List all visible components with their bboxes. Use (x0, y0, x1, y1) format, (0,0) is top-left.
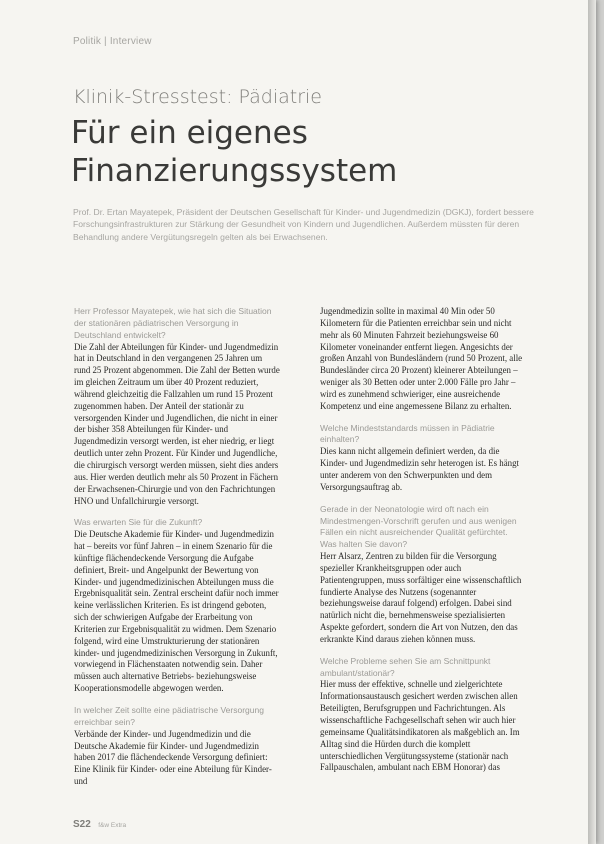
qa-block (74, 517, 280, 695)
headline (71, 114, 541, 190)
answer: Verbände der Kinder- und Jugendmedizin und die Deutsche Akademie für Kinder- und Jugendmedizin haben 2017 die flächendeckende Versorgung definiert: Eine Klinik für Kinder- oder eine Abteilung für Kinder- und (74, 728, 272, 787)
qa-block (320, 423, 526, 494)
answer: Dies kann nicht allgemein definiert werden, da die Kinder- und Jugendmedizin sehr heterogen ist. Es hängt unter anderem von den Schwerpunkten und dem Versorgungsauftrag ab. (320, 446, 519, 492)
lead-paragraph: Prof. Dr. Ertan Mayatepek, Präsident der Deutschen Gesellschaft für Kinder- und Jugendmedizin (DGKJ), fordert bessere Forschungsinfrastrukturen zur Stärkung der Gesundheit von Kindern und Jugendlichen. Außerdem müssten für deren Behandlung andere Vergütungsregeln gelten als bei Erwachsenen. (73, 207, 534, 242)
question: Herr Professor Mayatepek, wie hat sich die Situation der stationären pädiatrischen Versorgung in Deutschland entwickelt? (74, 306, 272, 340)
qa-block (320, 504, 526, 646)
page-number: S22 (73, 819, 91, 830)
magazine-name: f&w Extra (98, 822, 127, 829)
question: Welche Mindeststandards müssen in Pädiatrie einhalten? (320, 422, 495, 445)
answer: Die Zahl der Abteilungen für Kinder- und Jugendmedizin hat in Deutschland in den vergangenen 25 Jahren um rund 25 Prozent abgenommen. Die Zahl der Betten wurde im gleichen Zeitraum um über 40 Prozent reduziert, während gleichzeitig die Fallzahlen um rund 15 Prozent zugenommen haben. Der Anteil der stationär zu versorgenden Kinder und Jugendlichen, die nicht in einer der bisher 358 Abteilungen für Kinder- und Jugendmedizin versorgt werden, ist eher niedrig, er liegt deutlich unter zehn Prozent. Für Kinder und Jugendliche, die chirurgisch versorgt werden müssen, sieht dies anders aus. Hier werden deutlich mehr als 50 Prozent in Fächern der Erwachsenen-Chirurgie und von den Fachrichtungen HNO und Unfallchirurgie versorgt. (74, 341, 280, 506)
answer: Die Deutsche Akademie für Kinder- und Jugendmedizin hat – bereits vor fünf Jahren – in einem Szenario für die künftige flächendeckende Versorgung die Aufgabe definiert, Breit- und Angelpunkt der Bewertung von Kinder- und jugendmedizinischen Abteilungen muss die Ergebnisqualität sein. Zentral erscheint dafür noch immer keine verlässlichen Kriterien. Es ist dringend geboten, sich der schwierigen Aufgabe der Erarbeitung von Kriterien zur Ergebnisqualität zu widmen. Dem Szenario folgend, wird eine Umstrukturierung der stationären kinder- und jugendmedizinischen Versorgung in Zukunft, vorwiegend in Flächenstaaten notwendig sein. Daher müssen auch alternative Betriebs- beziehungsweise Kooperationsmodelle abgewogen werden. (74, 529, 279, 694)
page-edge (588, 0, 596, 844)
answer: Hier muss der effektive, schnelle und zielgerichtete Informationsaustausch gesichert werden zwischen allen Beteiligten, Berufsgruppen und Fachrichtungen. Als wissenschaftliche Fachgesellschaft sehen wir auch hier gemeinsame Qualitätsindikatoren als maßgeblich an. Im Alltag sind die Hürden durch die komplett unterschiedlichen Vergütungssysteme (stationär nach Fallpauschalen, ambulant nach EBM Honorar) das (320, 679, 520, 773)
left-column (74, 306, 280, 788)
qa-block (320, 306, 526, 413)
answer: Herr Alsarz, Zentren zu bilden für die Versorgung spezieller Krankheitsgruppen oder auch Patientengruppen, muss sorfältiger eine wissenschaftlich fundierte Analyse des Nutzens (sogenannter beziehungsweise darauf folgend) erfolgen. Dabei sind natürlich nicht die, bernehmensweise spezialisierten Aspekte gefordert, sondern die Art von Nutzen, den das erkrankte Kind daraus ziehen können muss. (320, 551, 522, 644)
page-footer (73, 814, 126, 832)
question: Was erwarten Sie für die Zukunft? (74, 517, 203, 528)
kicker: Klinik-Stresstest: Pädiatrie (73, 86, 322, 108)
qa-block (74, 306, 280, 507)
section-label: Politik | Interview (73, 36, 152, 47)
headline-line-2: Finanzierungssystem (71, 153, 398, 189)
qa-block (74, 705, 280, 788)
qa-block (320, 656, 526, 774)
headline-line-1: Für ein eigenes (71, 115, 308, 151)
question: In welcher Zeit sollte eine pädiatrische Versorgung erreichbar sein? (74, 705, 264, 727)
question: Gerade in der Neonatologie wird oft nach ein Mindestmengen-Vorschrift gerufen und aus wenigen Fällen ein nicht ausreichender Qualität gefürchtet. Was halten Sie davon? (320, 503, 517, 550)
answer: Jugendmedizin sollte in maximal 40 Min oder 50 Kilometern für die Patienten erreichbar sein und nicht mehr als 60 Minuten Fahrzeit beziehungsweise 60 Kilometer voneinander entfernt liegen. Angesichts der großen Anzahl von Bundesländern (rund 50 Prozent, alle Bundesländer circa 20 Prozent) kleinerer Abteilungen – weniger als 30 Betten oder unter 2.000 Fälle pro Jahr – wird es zunehmend schwieriger, eine ausreichende Kompetenz und eine angemessene Bilanz zu erhalten. (320, 306, 523, 411)
right-column (320, 306, 526, 774)
question: Welche Probleme sehen Sie am Schnittpunkt ambulant/stationär? (320, 655, 491, 678)
